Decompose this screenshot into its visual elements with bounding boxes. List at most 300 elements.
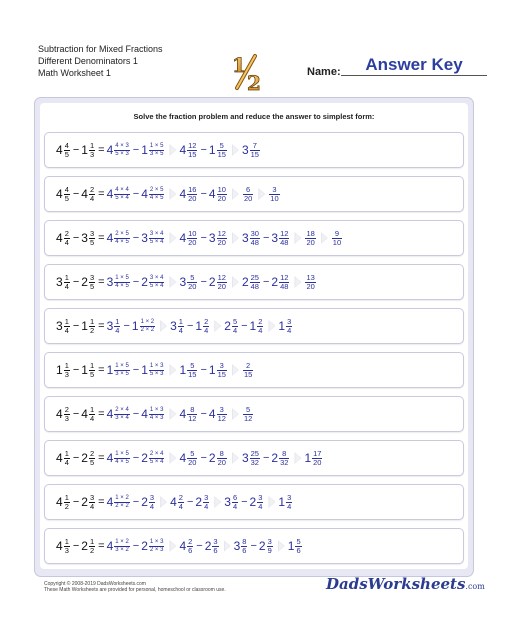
step-arrow-icon <box>321 232 328 244</box>
whole-part: 2 <box>258 539 266 553</box>
denominator: 15 <box>188 369 197 379</box>
whole-part: 2 <box>81 275 88 289</box>
numerator: 1 <box>64 316 69 326</box>
whole-part: 4 <box>56 143 63 157</box>
whole-part: 4 <box>208 187 216 201</box>
fraction <box>305 230 315 247</box>
numerator: 1 <box>64 360 69 370</box>
numerator: 1 <box>64 536 69 546</box>
step-arrow-icon <box>169 276 176 288</box>
numerator: 2 <box>64 404 69 414</box>
mixed-number <box>56 318 71 335</box>
mixed-number <box>132 319 156 334</box>
step-arrow-icon <box>160 496 167 508</box>
numerator: 3 <box>272 184 277 194</box>
mixed-number <box>81 450 96 467</box>
mixed-number <box>242 450 261 467</box>
mixed-number <box>81 186 96 203</box>
mixed-number <box>209 406 228 423</box>
mixed-number <box>209 186 228 203</box>
mixed-number <box>179 362 198 379</box>
numerator: 3 <box>258 492 263 502</box>
fraction <box>187 186 197 203</box>
equals-sign: = <box>98 540 105 552</box>
whole-part: 4 <box>81 407 88 421</box>
mixed-number <box>107 407 131 422</box>
fraction <box>217 230 227 247</box>
fraction <box>187 406 197 423</box>
whole-part: 3 <box>81 231 88 245</box>
numerator: 2 × 4 <box>149 450 164 457</box>
whole-part: 2 <box>141 451 148 465</box>
numerator: 8 <box>190 404 195 414</box>
denominator: 48 <box>250 237 259 247</box>
whole-part: 4 <box>56 187 63 201</box>
fraction <box>250 274 260 291</box>
step-arrow-icon <box>214 320 221 332</box>
denominator: 20 <box>217 193 226 203</box>
mixed-number <box>141 451 165 466</box>
minus-sign: − <box>132 232 140 244</box>
whole-part: 1 <box>249 319 257 333</box>
minus-sign: − <box>132 188 140 200</box>
mixed-number <box>56 538 71 555</box>
minus-sign: − <box>132 276 140 288</box>
mixed-number <box>209 142 228 159</box>
numerator: 1 × 2 <box>140 318 155 325</box>
denominator: 3 <box>64 413 69 423</box>
problem-row <box>44 528 464 564</box>
numerator: 3 <box>89 492 95 502</box>
denominator: 4 <box>64 237 69 247</box>
mixed-number <box>141 187 165 202</box>
fraction <box>187 450 197 467</box>
denominator: 15 <box>217 369 226 379</box>
numerator: 13 <box>306 272 315 282</box>
fraction <box>203 318 209 335</box>
logo-dads: Dads <box>326 575 368 593</box>
fraction <box>217 362 227 379</box>
fraction <box>187 274 197 291</box>
mixed-number <box>250 318 265 335</box>
whole-part: 3 <box>241 451 249 465</box>
fraction <box>114 187 130 202</box>
whole-part: 2 <box>208 451 216 465</box>
fraction <box>114 539 130 554</box>
denominator: 12 <box>217 413 226 423</box>
denominator: 32 <box>250 457 259 467</box>
mixed-number <box>179 186 198 203</box>
numerator: 6 <box>232 492 238 502</box>
denominator: 20 <box>188 193 197 203</box>
problem-row <box>44 132 464 168</box>
fraction <box>114 143 130 158</box>
denominator: 10 <box>270 193 279 203</box>
minus-sign: − <box>186 320 194 332</box>
problem-row <box>44 176 464 212</box>
step-arrow-icon <box>169 188 176 200</box>
denominator: 48 <box>250 281 259 291</box>
fraction <box>178 494 184 511</box>
denominator: 20 <box>217 237 226 247</box>
mixed-number <box>141 494 156 511</box>
denominator: 3 <box>64 369 69 379</box>
whole-part: 2 <box>141 539 148 553</box>
denominator: 4 <box>258 501 263 511</box>
mixed-number <box>170 318 185 335</box>
numerator: 5 <box>232 316 238 326</box>
step-arrow-icon <box>278 540 285 552</box>
mixed-number <box>141 275 165 290</box>
fraction <box>64 318 70 335</box>
whole-part: 4 <box>56 495 63 509</box>
whole-part: 1 <box>106 363 114 377</box>
fraction <box>64 406 70 423</box>
mixed-number <box>242 274 261 291</box>
mixed-number <box>271 230 290 247</box>
denominator: 12 <box>188 413 197 423</box>
denominator: 15 <box>188 149 197 159</box>
numerator: 2 <box>89 448 95 458</box>
denominator: 32 <box>280 457 289 467</box>
step-arrow-icon <box>232 452 239 464</box>
mixed-number <box>141 231 165 246</box>
problem-equation <box>56 397 254 431</box>
minus-sign: − <box>200 452 207 464</box>
mixed-number <box>81 274 96 291</box>
whole-part: 2 <box>141 495 148 509</box>
fraction <box>286 318 292 335</box>
fraction <box>241 538 247 555</box>
mixed-number <box>56 186 71 203</box>
denominator: 48 <box>280 237 289 247</box>
fraction <box>89 450 95 467</box>
mixed-number <box>242 362 254 379</box>
denominator: 4 <box>287 501 292 511</box>
fraction <box>149 231 165 246</box>
whole-part: 3 <box>233 539 241 553</box>
numerator: 9 <box>334 228 340 238</box>
one-half-badge-icon <box>228 50 266 94</box>
fraction <box>217 406 227 423</box>
fraction <box>305 274 315 291</box>
problem-row <box>44 484 464 520</box>
minus-sign: − <box>72 232 80 244</box>
numerator: 1 <box>64 492 69 502</box>
whole-part: 4 <box>179 539 187 553</box>
denominator: 20 <box>217 457 226 467</box>
whole-part: 1 <box>81 319 88 333</box>
whole-part: 3 <box>241 231 249 245</box>
denominator: 5 <box>89 237 95 247</box>
equals-sign: = <box>98 452 105 464</box>
problem-equation <box>56 441 323 475</box>
numerator: 16 <box>188 184 197 194</box>
minus-sign: − <box>196 540 203 552</box>
equals-sign: = <box>98 408 105 420</box>
mixed-number <box>278 318 293 335</box>
fraction <box>149 363 165 378</box>
fraction <box>89 406 95 423</box>
step-arrow-icon <box>169 540 176 552</box>
fraction <box>243 186 253 203</box>
fraction <box>149 539 165 554</box>
minus-sign: − <box>200 144 207 156</box>
fraction <box>267 538 273 555</box>
fraction <box>295 538 301 555</box>
whole-part: 1 <box>278 495 286 509</box>
equals-sign: = <box>98 364 105 376</box>
fraction <box>217 450 227 467</box>
minus-sign: − <box>72 452 80 464</box>
fraction <box>187 362 197 379</box>
mixed-number <box>107 539 131 554</box>
step-arrow-icon <box>232 144 239 156</box>
whole-part: 4 <box>170 495 177 509</box>
mixed-number <box>107 363 131 378</box>
numerator: 1 <box>178 316 183 326</box>
problem-row <box>44 440 464 476</box>
numerator: 2 <box>64 228 69 238</box>
numerator: 1 × 3 <box>149 362 164 369</box>
whole-part: 3 <box>179 275 187 289</box>
minus-sign: − <box>72 188 80 200</box>
whole-part: 1 <box>141 143 148 157</box>
mixed-number <box>250 494 265 511</box>
numerator: 1 <box>89 404 95 414</box>
mixed-number <box>56 362 71 379</box>
minus-sign: − <box>132 364 140 376</box>
numerator: 1 × 2 <box>115 538 129 545</box>
whole-part: 4 <box>106 539 114 553</box>
fraction <box>89 318 95 335</box>
mixed-number <box>81 142 96 159</box>
mixed-number <box>141 407 165 422</box>
denominator: 5 <box>89 281 95 291</box>
minus-sign: − <box>132 452 140 464</box>
whole-part: 1 <box>179 363 187 377</box>
fraction <box>286 494 292 511</box>
fraction <box>250 230 260 247</box>
numerator: 10 <box>217 184 226 194</box>
denominator: 20 <box>188 281 197 291</box>
fraction <box>64 274 70 291</box>
step-arrow-icon <box>258 188 265 200</box>
denominator: 6 <box>213 545 218 555</box>
step-arrow-icon <box>268 496 275 508</box>
numerator: 25 <box>250 448 259 458</box>
mixed-number <box>141 539 165 554</box>
minus-sign: − <box>200 364 207 376</box>
numerator: 1 <box>89 140 95 150</box>
mixed-number <box>141 363 165 378</box>
numerator: 2 <box>246 360 251 370</box>
denominator: 20 <box>306 281 315 291</box>
mixed-number <box>209 362 228 379</box>
numerator: 17 <box>313 448 322 458</box>
whole-part: 4 <box>141 187 148 201</box>
denominator: 4 <box>232 325 238 335</box>
whole-part: 4 <box>208 407 216 421</box>
fraction <box>89 142 95 159</box>
numerator: 2 × 5 <box>149 186 164 193</box>
numerator: 3 <box>213 536 218 546</box>
fraction <box>64 142 70 159</box>
problem-equation <box>56 177 281 211</box>
whole-part: 4 <box>81 187 88 201</box>
mixed-number <box>242 186 254 203</box>
whole-part: 4 <box>179 451 187 465</box>
numerator: 3 <box>89 272 95 282</box>
numerator: 3 <box>204 492 209 502</box>
minus-sign: − <box>72 276 80 288</box>
whole-part: 3 <box>106 319 114 333</box>
fraction <box>257 494 263 511</box>
numerator: 1 <box>89 360 95 370</box>
numerator: 12 <box>280 272 289 282</box>
mixed-number <box>56 274 71 291</box>
whole-part: 3 <box>208 231 216 245</box>
numerator: 1 × 5 <box>115 450 129 457</box>
whole-part: 4 <box>56 407 63 421</box>
denominator: 4 <box>64 457 69 467</box>
whole-part: 4 <box>56 539 63 553</box>
copyright-text: Copyright © 2008-2019 DadsWorksheets.com <box>44 581 146 587</box>
fraction <box>114 495 130 510</box>
denominator: 15 <box>250 149 259 159</box>
mixed-number <box>81 494 96 511</box>
problem-equation <box>56 309 293 343</box>
whole-part: 2 <box>241 275 249 289</box>
mixed-number <box>195 494 210 511</box>
fraction <box>149 407 165 422</box>
numerator: 2 <box>188 536 193 546</box>
fraction <box>269 186 279 203</box>
fraction <box>243 406 253 423</box>
fraction <box>332 230 342 247</box>
denominator: 12 <box>243 413 253 423</box>
minus-sign: − <box>262 276 270 288</box>
fraction <box>217 274 227 291</box>
denominator: 4 <box>258 325 263 335</box>
fraction <box>279 230 289 247</box>
step-arrow-icon <box>232 188 239 200</box>
whole-part: 4 <box>106 407 114 421</box>
step-arrow-icon <box>169 452 176 464</box>
answer-key-title: Answer Key <box>365 55 463 74</box>
denominator: 15 <box>217 149 226 159</box>
denominator: 2 × 2 <box>115 502 129 509</box>
mixed-number <box>268 186 280 203</box>
minus-sign: − <box>72 144 80 156</box>
denominator: 15 <box>243 369 253 379</box>
minus-sign: − <box>241 320 248 332</box>
fraction <box>89 186 95 203</box>
minus-sign: − <box>132 144 140 156</box>
numerator: 7 <box>252 140 257 150</box>
numerator: 3 <box>267 536 272 546</box>
mixed-number <box>179 538 194 555</box>
fraction <box>64 450 70 467</box>
step-arrow-icon <box>214 496 221 508</box>
logo-suffix: .com <box>465 582 485 591</box>
minus-sign: − <box>72 320 80 332</box>
fraction <box>250 450 260 467</box>
whole-part: 2 <box>271 275 279 289</box>
numerator: 1 <box>64 272 69 282</box>
whole-part: 1 <box>208 143 216 157</box>
denominator: 4 <box>89 413 95 423</box>
numerator: 12 <box>217 228 226 238</box>
fraction <box>114 318 120 335</box>
whole-part: 2 <box>81 495 88 509</box>
problem-equation <box>56 353 254 387</box>
fraction <box>114 407 130 422</box>
denominator: 3 × 5 <box>149 150 164 157</box>
step-arrow-icon <box>169 364 176 376</box>
denominator: 4 × 5 <box>115 282 129 289</box>
fraction <box>89 538 95 555</box>
denominator: 4 <box>178 501 183 511</box>
mixed-number <box>107 495 131 510</box>
step-arrow-icon <box>268 320 275 332</box>
numerator: 2 <box>204 316 209 326</box>
minus-sign: − <box>72 496 80 508</box>
mixed-number <box>56 494 71 511</box>
denominator: 4 <box>64 281 69 291</box>
mixed-number <box>107 451 131 466</box>
denominator: 4 <box>149 501 155 511</box>
denominator: 4 <box>232 501 238 511</box>
numerator: 3 <box>287 316 292 326</box>
denominator: 4 × 5 <box>149 194 164 201</box>
fraction <box>149 451 165 466</box>
whole-part: 4 <box>179 187 187 201</box>
mixed-number <box>209 230 228 247</box>
denominator: 4 × 5 <box>115 238 129 245</box>
denominator: 3 × 2 <box>115 546 129 553</box>
fraction <box>232 494 238 511</box>
whole-part: 4 <box>106 231 114 245</box>
fraction <box>64 230 70 247</box>
mixed-number <box>56 406 71 423</box>
problem-row <box>44 352 464 388</box>
numerator: 3 <box>219 360 224 370</box>
worksheet-header <box>38 43 163 79</box>
whole-part: 1 <box>287 539 295 553</box>
minus-sign: − <box>200 276 207 288</box>
fraction <box>312 450 322 467</box>
equals-sign: = <box>98 496 105 508</box>
numerator: 8 <box>242 536 247 546</box>
fraction <box>250 142 260 159</box>
minus-sign: − <box>262 232 270 244</box>
mixed-number <box>179 406 198 423</box>
fraction <box>243 362 253 379</box>
numerator: 25 <box>250 272 259 282</box>
whole-part: 2 <box>224 319 231 333</box>
svg-text:1: 1 <box>232 53 246 77</box>
numerator: 8 <box>282 448 287 458</box>
mixed-number <box>107 143 131 158</box>
minus-sign: − <box>200 232 207 244</box>
fraction <box>89 362 95 379</box>
whole-part: 4 <box>179 143 187 157</box>
fraction <box>64 186 70 203</box>
numerator: 5 <box>190 448 195 458</box>
denominator: 5 × 4 <box>149 458 164 465</box>
mixed-number <box>179 230 198 247</box>
